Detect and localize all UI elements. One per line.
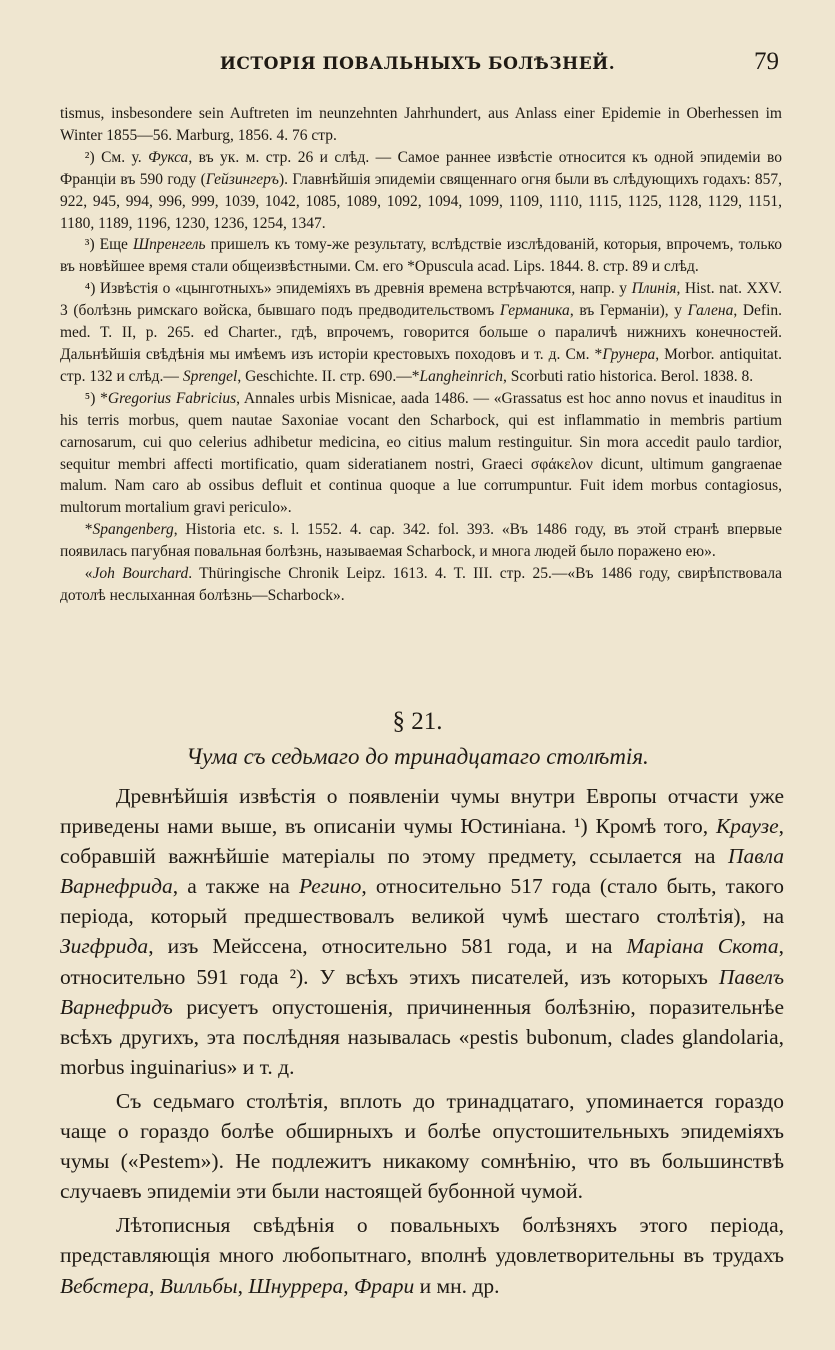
author-name: Грунера <box>602 345 656 363</box>
author-name: Павелъ Варнефридъ <box>60 964 784 1019</box>
author-name: Плинія <box>631 280 677 298</box>
paragraph-3: Лѣтописныя свѣдѣнія о повальныхъ болѣзняхъ этого періода, представляющія много любопытнаго, вполнѣ удовлетворительны въ трудахъ Вебстера, Вилльбы, Шнуррера, Фрари и мн. др. <box>60 1213 784 1298</box>
footnote-marker: ³) <box>84 236 95 254</box>
author-name: Гейзингеръ <box>205 170 279 188</box>
running-header <box>0 46 835 86</box>
footnote-3: ³) Еще Шпренгель пришелъ къ тому-же результату, вслѣдствіе изслѣдованій, которыя, впрочемъ, только въ новѣйшее время стали общеизвѣстными. См. его *Opuscula acad. Lips. 1844. 8. стр. 89 и слѣд. <box>60 236 782 276</box>
section-title: Чума съ седьмаго до тринадцатаго столѣтія. <box>186 744 649 769</box>
author-name: Langheinrich <box>419 367 504 385</box>
footnote-7: «Joh Bourchard. Thüringische Chronik Leipz. 1613. 4. T. III. стр. 25.—«Въ 1486 году, свирѣпствовала дотолѣ неслыханная болѣзнь—Scharbock». <box>60 565 782 604</box>
author-name: Gregorius Fabricius <box>107 389 237 407</box>
author-name: Шнуррера <box>248 1273 344 1298</box>
footnotes-block <box>60 103 782 607</box>
footnote-continuation: tismus, insbesondere sein Auftreten im neunzehnten Jahrhundert, aus Anlass einer Epidemie in Oberhessen im Winter 1855—56. Marburg, 1856. 4. 76 стр. <box>60 105 782 144</box>
author-name: Зигфрида <box>60 934 149 959</box>
paragraph-2: Съ седьмаго столѣтія, вплоть до тринадцатаго, упоминается гораздо чаще о гораздо болѣе обширныхъ и болѣе опустошительныхъ эпидеміяхъ чумы («Pestem»). Не подлежитъ никакому сомнѣнію, что въ большинствѣ случаевъ эпидеміи эти были настоящей бубонной чумой. <box>60 1088 784 1204</box>
author-name: Краузе <box>715 814 779 839</box>
author-name: Фрари <box>354 1273 415 1298</box>
running-title: ИСТОРІЯ ПОВАЛЬНЫХЪ БОЛѢЗНЕЙ. <box>219 54 616 74</box>
author-name: Sprengel <box>182 367 238 385</box>
author-name: Галена <box>687 302 734 320</box>
footnote-marker: ⁴) <box>84 280 96 298</box>
author-name: Spangenberg <box>92 521 174 539</box>
author-name: Шпренгель <box>132 236 206 254</box>
footnote-4: ⁴) Извѣстія о «цынготныхъ» эпидеміяхъ въ древнія времена встрѣчаются, напр. у Плинія, Hist. nat. XXV. 3 (болѣзнь римскаго войска, бывшаго подъ предводительствомъ Германика, въ Германіи), у Галена, Defin. med. T. II, p. 265. ed Charter., гдѣ, впрочемъ, говорится больше о параличѣ нижнихъ конечностей. Дальнѣйшія свѣдѣнія мы имѣемъ изъ исторіи крестовыхъ походовъ и т. д. См. *Грунера, Morbor. antiquitat. стр. 132 и слѣд.— Sprengel, Geschichte. II. стр. 690.—*Langheinrich, Scorbuti ratio historica. Berol. 1838. 8. <box>60 280 783 385</box>
footnote-marker: ⁵) <box>84 389 96 407</box>
page-number: 79 <box>754 48 779 75</box>
footnote-6: *Spangenberg, Historia etc. s. l. 1552. 4. cap. 342. fol. 393. «Въ 1486 году, въ этой странѣ впервые появилась пагубная повальная болѣзнь, называемая Scharbock, и многа людей было поражено ею». <box>60 521 782 561</box>
footnote-marker: ²) <box>84 148 95 166</box>
author-name: Германика <box>499 302 570 320</box>
footnote-5: ⁵) *Gregorius Fabricius, Annales urbis Misnicae, aada 1486. — «Grassatus est hoc anno novus et inauditus in his terris morbus, quem nautae Saxoniae vocant den Scharbock, qui est inflammatio in membris partium carnosarum, cui quo celerius adhibetur medicina, eo citius malum restinguitur. Sin mora accedit paulo tardior, sequitur membri affecti mortificatio, quam sideratianem nostri, Graeci σφάκελον dicunt, ultimum gangraenae malum. Nam caro ab ossibus defluit et continua quoque a lue corrumpuntur. Fuit idem morbus contagiosus, multorum mortalium gravi periculo». <box>60 389 782 517</box>
main-text <box>60 781 784 1301</box>
footnote-2: ²) См. у. Фукса, въ ук. м. стр. 26 и слѣд. — Самое раннее извѣстіе относится къ одной эпидеміи во Франціи въ 590 году (Гейзингеръ). Главнѣйшія эпидеміи священнаго огня были въ слѣдующихъ годахъ: 857, 922, 945, 994, 996, 999, 1039, 1042, 1085, 1089, 1092, 1094, 1099, 1109, 1110, 1115, 1125, 1128, 1129, 1151, 1180, 1189, 1196, 1230, 1236, 1254, 1347. <box>60 148 783 232</box>
author-name: Фукса <box>148 148 189 166</box>
author-name: Вилльбы <box>159 1273 238 1298</box>
author-name: Павла Варнефрида <box>60 844 784 899</box>
author-name: Регино <box>298 874 362 899</box>
author-name: Вебстера <box>60 1273 150 1298</box>
paragraph-1: Древнѣйшія извѣстія о появленіи чумы внутри Европы отчасти уже приведены нами выше, въ описаніи чумы Юстиніана. ¹) Кромѣ того, Краузе, собравшій важнѣйшіе матеріалы по этому предмету, ссылается на Павла Варнефрида, а также на Регино, относительно 517 года (стало быть, такого періода, который предшествовалъ великой чумѣ шестаго столѣтія), на Зигфрида, изъ Мейссена, относительно 581 года, и на Маріана Скота, относительно 591 года ²). У всѣхъ этихъ писателей, изъ которыхъ Павелъ Варнефридъ рисуетъ опустошенія, причиненныя болѣзнію, поразительнѣе всѣхъ другихъ, эта послѣдняя называлась «pestis bubonum, clades glandolaria, morbus inguinarius» и т. д. <box>60 784 784 1079</box>
section-number: § 21. <box>392 708 443 735</box>
author-name: Маріана Скота <box>626 934 779 959</box>
author-name: Joh Bourchard <box>92 565 189 583</box>
